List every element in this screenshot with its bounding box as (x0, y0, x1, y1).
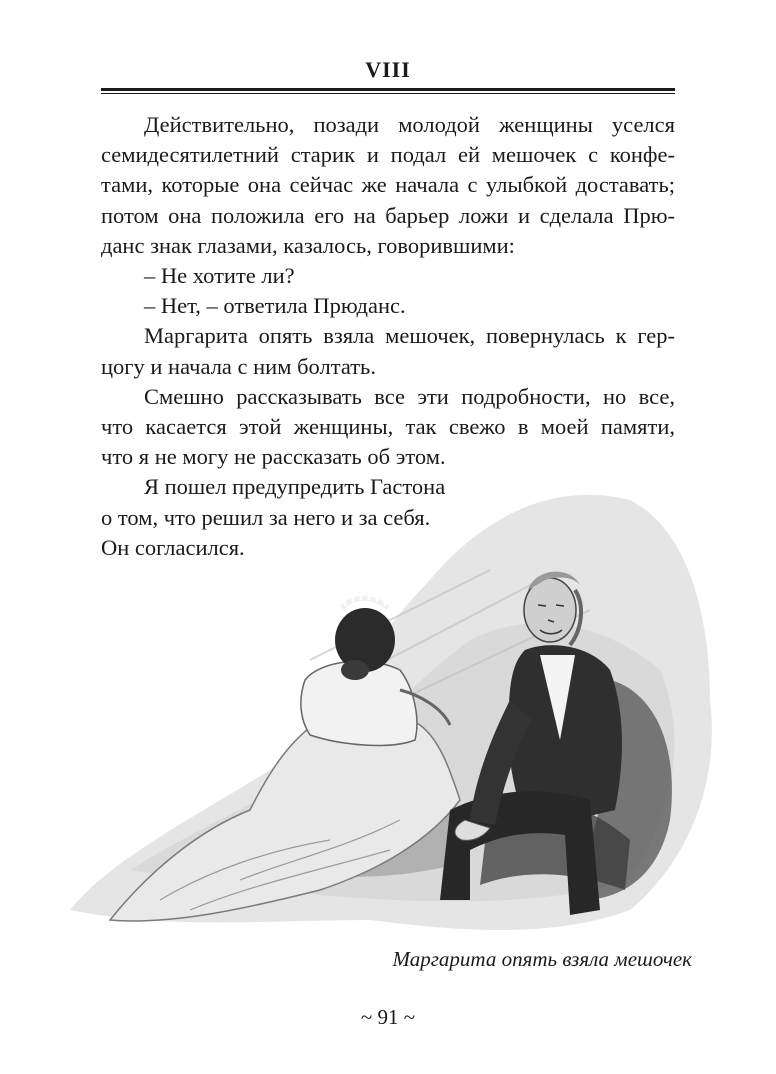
paragraph-line: данс знак глазами, казалось, говорившими: (101, 232, 515, 258)
header-rule-thin (101, 93, 675, 94)
paragraph-line: Маргарита опять взяла мешочек, повернулась к гер- (144, 323, 675, 349)
hair-ornament (342, 598, 388, 608)
paragraph-line: цогу и начала с ним болтать. (101, 353, 376, 379)
paragraph-line: Он согласился. (101, 534, 245, 560)
paragraph-line: Действительно, позади молодой женщины уселся (144, 112, 675, 137)
paragraph-line: что я не могу не рассказать об этом. (101, 444, 446, 470)
dialogue-line: – Нет, – ответила Прюданс. (144, 293, 406, 319)
chapter-heading: VIII (365, 57, 411, 82)
header-rule-thick (101, 88, 675, 91)
paragraph-line: что касается этой женщины, так свежо в моей памяти, (101, 414, 675, 440)
woman-head (335, 608, 395, 672)
dialogue-line: – Не хотите ли? (144, 263, 295, 289)
paragraph-line: Смешно рассказывать все эти подробности, но все, (144, 383, 675, 409)
paragraph-line: потом она положила его на барьер ложи и сделала Прю- (101, 202, 675, 228)
engraving-illustration (70, 440, 730, 940)
paragraph-line: Я пошел предупредить Гастона (144, 474, 446, 500)
paragraph-line: тами, которые она сейчас же начала с улыбкой доставать; (101, 172, 675, 198)
paragraph-line: о том, что решил за него и за себя. (101, 504, 431, 530)
page-number: ~ 91 ~ (360, 1005, 416, 1029)
illustration-caption: Маргарита опять взяла мешочек (392, 947, 692, 971)
paragraph-line: семидесятилетний старик и подал ей мешочек с конфе- (101, 142, 675, 168)
